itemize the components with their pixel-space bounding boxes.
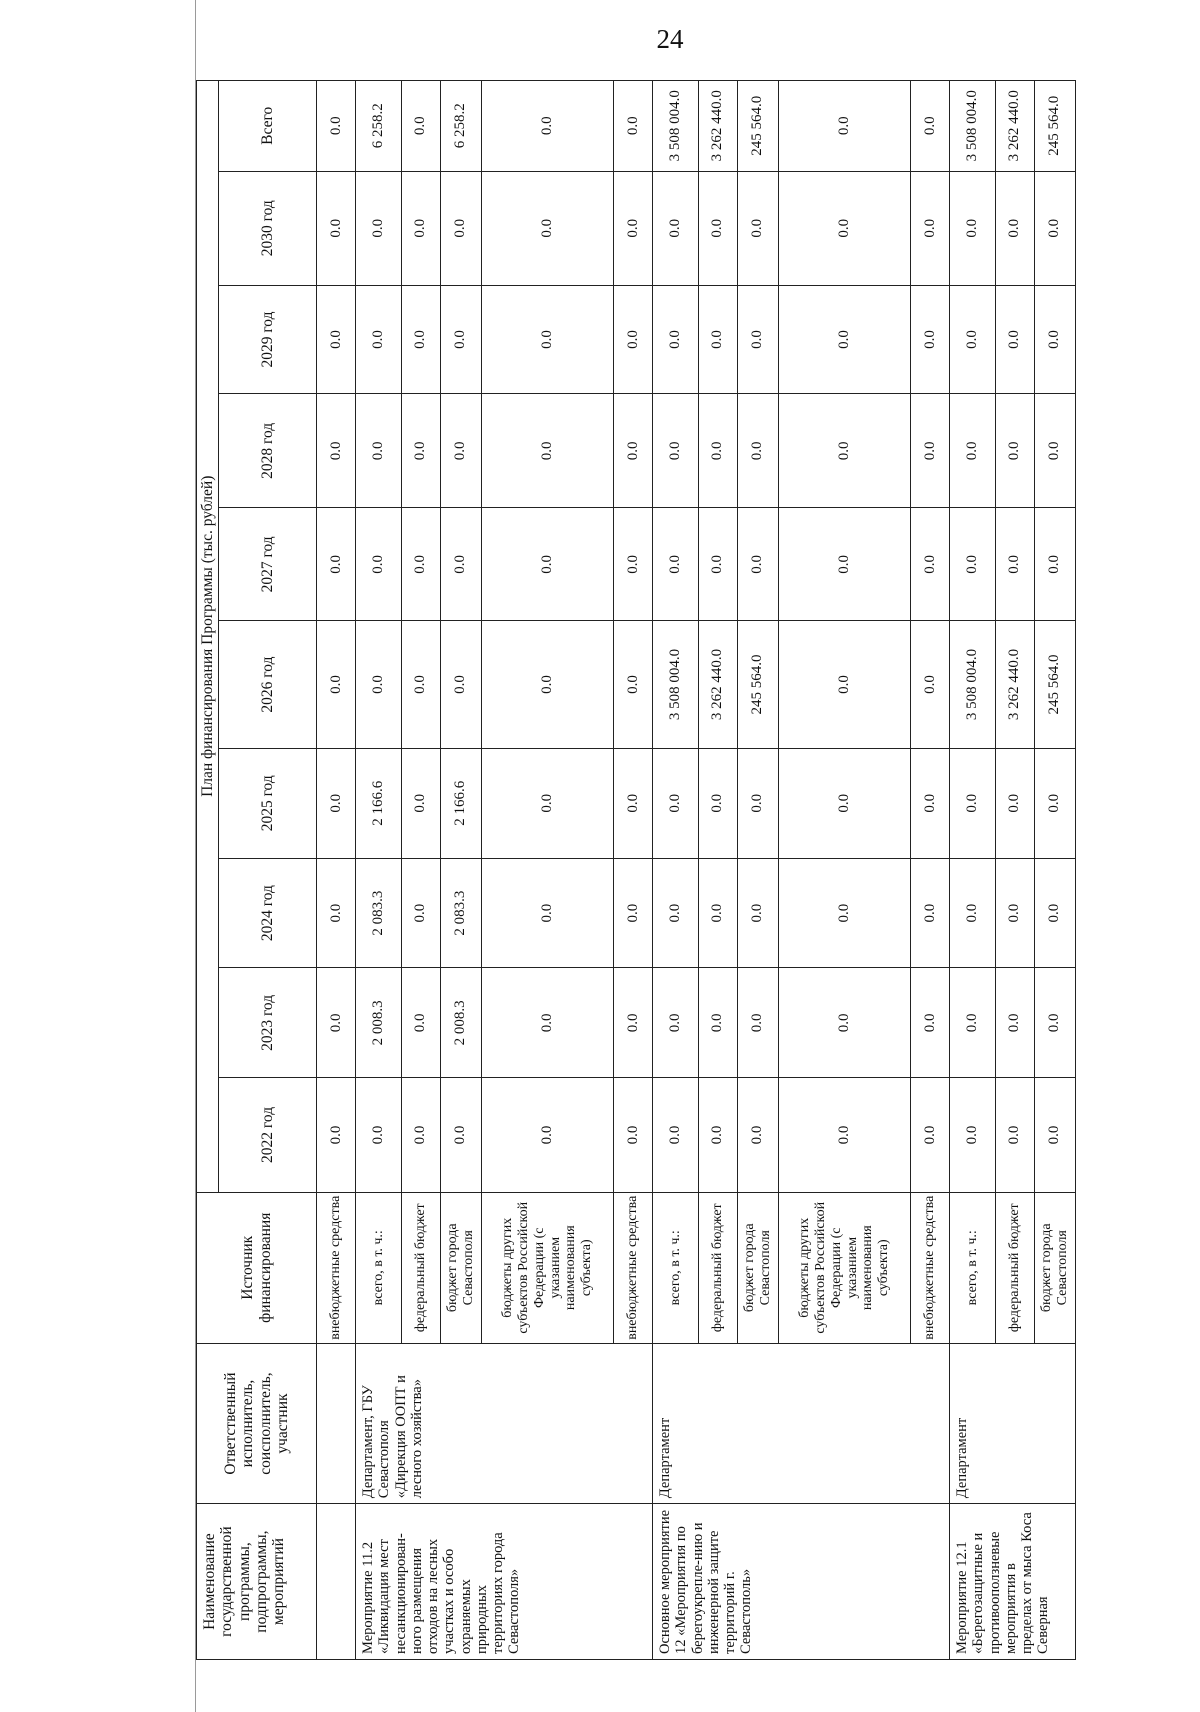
value-cell: 0.0 [614, 621, 653, 749]
value-cell: 0.0 [698, 968, 737, 1078]
value-cell: 0.0 [995, 1078, 1034, 1192]
value-cell: 0.0 [698, 858, 737, 968]
value-cell: 0.0 [482, 1078, 614, 1192]
value-cell: 0.0 [401, 748, 440, 858]
value-cell: 0.0 [317, 858, 356, 968]
value-cell: 0.0 [779, 621, 911, 749]
value-cell: 0.0 [614, 394, 653, 508]
value-cell: 0.0 [401, 621, 440, 749]
value-cell: 3 262 440.0 [698, 621, 737, 749]
value-cell: 0.0 [1034, 968, 1075, 1078]
header-year-4: 2026 год [219, 621, 317, 749]
value-cell: 2 083.3 [356, 858, 401, 968]
value-cell: 0.0 [317, 285, 356, 393]
value-cell: 0.0 [317, 81, 356, 172]
header-year-6: 2028 год [219, 394, 317, 508]
header-year-7: 2029 год [219, 285, 317, 393]
value-cell: 0.0 [317, 508, 356, 621]
value-cell: 0.0 [440, 1078, 481, 1192]
value-cell: 0.0 [317, 171, 356, 285]
value-cell: 0.0 [779, 171, 911, 285]
value-cell: 0.0 [698, 508, 737, 621]
value-cell: 0.0 [950, 285, 995, 393]
value-cell: 0.0 [614, 748, 653, 858]
value-cell: 0.0 [614, 858, 653, 968]
responsible-executor: Департамент [653, 1343, 950, 1503]
responsible-executor: Департамент, ГБУ Севастополя «Дирекция ООПТ и лесного хозяйства» [356, 1343, 653, 1503]
value-cell: 0.0 [698, 285, 737, 393]
value-cell: 0.0 [698, 171, 737, 285]
value-cell: 0.0 [911, 171, 950, 285]
header-year-1: 2023 год [219, 968, 317, 1078]
value-cell: 0.0 [482, 171, 614, 285]
header-year-3: 2025 год [219, 748, 317, 858]
activity-name: Мероприятие 11.2 «Ликвидация мест несанкционирован-ного размещения отходов на лесных участках и особо охраняемых природных территориях города Севастополя» [356, 1504, 653, 1660]
header-source-column: Источник финансирования [197, 1192, 317, 1343]
funding-source: федеральный бюджет [401, 1192, 440, 1343]
value-cell: 0.0 [779, 394, 911, 508]
header-year-5: 2027 год [219, 508, 317, 621]
header-year-8: 2030 год [219, 171, 317, 285]
value-cell: 3 508 004.0 [950, 81, 995, 172]
value-cell: 0.0 [737, 171, 778, 285]
value-cell: 0.0 [737, 394, 778, 508]
funding-source: внебюджетные средства [614, 1192, 653, 1343]
value-cell: 0.0 [317, 621, 356, 749]
value-cell: 0.0 [950, 394, 995, 508]
value-cell: 2 166.6 [440, 748, 481, 858]
responsible-executor: Департамент [950, 1343, 1076, 1503]
value-cell: 0.0 [737, 748, 778, 858]
header-name-column: Наименование государственной программы, подпрограммы, мероприятий [197, 1504, 317, 1660]
value-cell: 0.0 [950, 858, 995, 968]
value-cell: 0.0 [911, 394, 950, 508]
value-cell: 0.0 [401, 968, 440, 1078]
value-cell: 0.0 [995, 968, 1034, 1078]
value-cell: 0.0 [614, 81, 653, 172]
value-cell: 0.0 [614, 285, 653, 393]
value-cell: 0.0 [356, 285, 401, 393]
value-cell: 2 083.3 [440, 858, 481, 968]
responsible-executor [317, 1343, 356, 1503]
value-cell: 0.0 [614, 968, 653, 1078]
funding-source: всего, в т. ч.: [950, 1192, 995, 1343]
value-cell: 2 166.6 [356, 748, 401, 858]
table-row [356, 81, 401, 1660]
value-cell: 0.0 [737, 508, 778, 621]
value-cell: 0.0 [482, 621, 614, 749]
value-cell: 0.0 [911, 1078, 950, 1192]
value-cell: 0.0 [482, 394, 614, 508]
value-cell: 0.0 [653, 968, 698, 1078]
value-cell: 2 008.3 [440, 968, 481, 1078]
value-cell: 3 262 440.0 [698, 81, 737, 172]
value-cell: 245 564.0 [737, 621, 778, 749]
value-cell: 6 258.2 [356, 81, 401, 172]
value-cell: 0.0 [653, 858, 698, 968]
value-cell: 0.0 [995, 858, 1034, 968]
value-cell: 6 258.2 [440, 81, 481, 172]
value-cell: 0.0 [1034, 1078, 1075, 1192]
value-cell: 0.0 [698, 394, 737, 508]
value-cell: 3 508 004.0 [950, 621, 995, 749]
table-row [317, 81, 356, 1660]
funding-source: всего, в т. ч.: [356, 1192, 401, 1343]
rotated-table-container [196, 80, 1076, 1660]
activity-name [317, 1504, 356, 1660]
value-cell: 0.0 [317, 1078, 356, 1192]
value-cell: 0.0 [482, 748, 614, 858]
value-cell: 0.0 [779, 858, 911, 968]
value-cell: 3 262 440.0 [995, 621, 1034, 749]
funding-source: бюджеты других субъектов Российской Федерации (с указанием наименования субъекта) [779, 1192, 911, 1343]
financing-table [196, 80, 1076, 1660]
value-cell: 0.0 [950, 1078, 995, 1192]
value-cell: 0.0 [317, 394, 356, 508]
value-cell: 0.0 [779, 1078, 911, 1192]
value-cell: 0.0 [653, 508, 698, 621]
value-cell: 0.0 [911, 858, 950, 968]
value-cell: 0.0 [482, 508, 614, 621]
value-cell: 0.0 [911, 81, 950, 172]
value-cell: 0.0 [653, 1078, 698, 1192]
value-cell: 2 008.3 [356, 968, 401, 1078]
value-cell: 0.0 [737, 968, 778, 1078]
value-cell: 0.0 [737, 1078, 778, 1192]
value-cell: 0.0 [482, 858, 614, 968]
value-cell: 0.0 [779, 508, 911, 621]
value-cell: 0.0 [401, 508, 440, 621]
value-cell: 0.0 [614, 508, 653, 621]
value-cell: 0.0 [440, 171, 481, 285]
value-cell: 0.0 [440, 621, 481, 749]
value-cell: 0.0 [401, 394, 440, 508]
value-cell: 0.0 [911, 968, 950, 1078]
value-cell: 0.0 [779, 81, 911, 172]
value-cell: 0.0 [401, 858, 440, 968]
value-cell: 0.0 [1034, 171, 1075, 285]
value-cell: 0.0 [950, 171, 995, 285]
funding-source: федеральный бюджет [698, 1192, 737, 1343]
value-cell: 0.0 [401, 171, 440, 285]
value-cell: 0.0 [779, 968, 911, 1078]
funding-source: всего, в т. ч.: [653, 1192, 698, 1343]
funding-source: бюджет города Севастополя [1034, 1192, 1075, 1343]
value-cell: 0.0 [356, 1078, 401, 1192]
value-cell: 0.0 [950, 508, 995, 621]
table-row [653, 81, 698, 1660]
funding-source: федеральный бюджет [995, 1192, 1034, 1343]
value-cell: 0.0 [950, 748, 995, 858]
value-cell: 0.0 [911, 621, 950, 749]
value-cell: 0.0 [698, 748, 737, 858]
funding-source: бюджет города Севастополя [440, 1192, 481, 1343]
header-year-2: 2024 год [219, 858, 317, 968]
value-cell: 0.0 [995, 394, 1034, 508]
value-cell: 0.0 [356, 171, 401, 285]
value-cell: 0.0 [779, 285, 911, 393]
header-year-0: 2022 год [219, 1078, 317, 1192]
header-year-9: Всего [219, 81, 317, 172]
value-cell: 0.0 [1034, 508, 1075, 621]
value-cell: 0.0 [653, 748, 698, 858]
header-plan-title: План финансирования Программы (тыс. рублей) [197, 81, 219, 1193]
value-cell: 0.0 [356, 508, 401, 621]
funding-source: бюджеты других субъектов Российской Федерации (с указанием наименования субъекта) [482, 1192, 614, 1343]
value-cell: 0.0 [995, 748, 1034, 858]
value-cell: 0.0 [440, 394, 481, 508]
funding-source: внебюджетные средства [317, 1192, 356, 1343]
value-cell: 0.0 [911, 508, 950, 621]
value-cell: 0.0 [482, 81, 614, 172]
header-responsible-column: Ответственный исполнитель, соисполнитель, участник [197, 1343, 317, 1503]
value-cell: 0.0 [737, 285, 778, 393]
page-number: 24 [656, 24, 684, 54]
value-cell: 0.0 [356, 394, 401, 508]
value-cell: 245 564.0 [1034, 621, 1075, 749]
value-cell: 0.0 [482, 968, 614, 1078]
value-cell: 0.0 [995, 285, 1034, 393]
value-cell: 0.0 [653, 285, 698, 393]
value-cell: 0.0 [698, 1078, 737, 1192]
value-cell: 0.0 [401, 81, 440, 172]
funding-source: бюджет города Севастополя [737, 1192, 778, 1343]
value-cell: 0.0 [614, 1078, 653, 1192]
value-cell: 0.0 [401, 1078, 440, 1192]
value-cell: 0.0 [401, 285, 440, 393]
value-cell: 0.0 [911, 285, 950, 393]
value-cell: 0.0 [911, 748, 950, 858]
value-cell: 0.0 [440, 285, 481, 393]
value-cell: 0.0 [317, 748, 356, 858]
value-cell: 3 508 004.0 [653, 621, 698, 749]
activity-name: Мероприятие 12.1 «Берегозащитные и противооползневые мероприятия в пределах от мыса Коса Северная [950, 1504, 1076, 1660]
value-cell: 0.0 [614, 171, 653, 285]
value-cell: 0.0 [356, 621, 401, 749]
value-cell: 0.0 [995, 171, 1034, 285]
value-cell: 0.0 [779, 748, 911, 858]
value-cell: 0.0 [1034, 394, 1075, 508]
value-cell: 0.0 [482, 285, 614, 393]
value-cell: 0.0 [737, 858, 778, 968]
value-cell: 0.0 [1034, 858, 1075, 968]
table-row [950, 81, 995, 1660]
value-cell: 0.0 [995, 508, 1034, 621]
activity-name: Основное мероприятие 12 «Мероприятия по берегоукрепле-нию и инженерной защите территорий г. Севастополь» [653, 1504, 950, 1660]
value-cell: 3 262 440.0 [995, 81, 1034, 172]
funding-source: внебюджетные средства [911, 1192, 950, 1343]
value-cell: 0.0 [1034, 748, 1075, 858]
value-cell: 245 564.0 [737, 81, 778, 172]
value-cell: 0.0 [317, 968, 356, 1078]
value-cell: 0.0 [1034, 285, 1075, 393]
value-cell: 0.0 [950, 968, 995, 1078]
value-cell: 3 508 004.0 [653, 81, 698, 172]
value-cell: 0.0 [653, 171, 698, 285]
value-cell: 245 564.0 [1034, 81, 1075, 172]
value-cell: 0.0 [653, 394, 698, 508]
value-cell: 0.0 [440, 508, 481, 621]
